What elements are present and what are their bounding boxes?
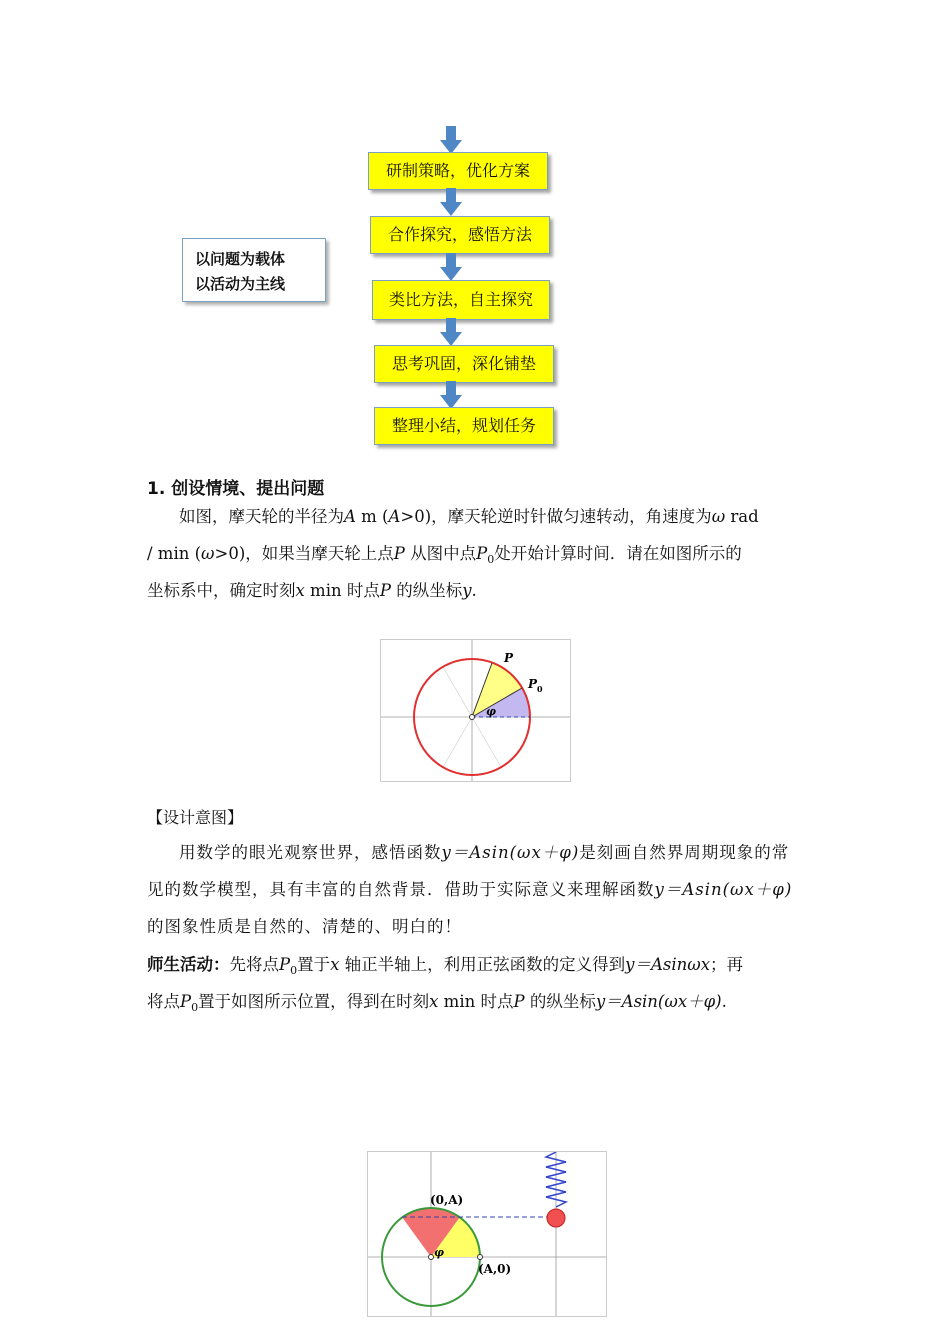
flow-step-2: 合作探究，感悟方法 [370,216,550,254]
problem-paragraph: 如图，摩天轮的半径为A m (A>0)，摩天轮逆时针做匀速转动，角速度为ω rad [179,507,759,526]
side-note-line-2: 以活动为主线 [195,275,286,293]
flow-arrow-5 [440,381,462,409]
fig2-label-right: (A,0) [478,1262,512,1276]
design-intent-line2: 见的数学模型，具有丰富的自然背景．借助于实际意义来理解函数y＝Asin(ωx＋φ) [147,880,793,899]
flow-step-1: 研制策略，优化方案 [368,152,548,190]
flow-arrow-1 [440,126,462,154]
flow-step-3: 类比方法，自主探究 [372,280,550,320]
spring-model-figure [367,1151,607,1317]
fig2-label-top: (0,A) [430,1193,464,1207]
problem-paragraph-line2: / min (ω>0)，如果当摩天轮上点P 从图中点$P_0$处开始计算时间．请在如图所示的 [147,544,742,566]
flow-arrow-4 [440,318,462,346]
design-intent-title: 【设计意图】 [147,808,244,827]
section-heading: 1. 创设情境、提出问题 [147,479,325,499]
ferris-wheel-figure [380,639,571,782]
activity-line2: 将点$P_0$置于如图所示位置，得到在时刻x min 时点P 的纵坐标y＝Asin(ωx＋φ). [147,992,727,1014]
design-intent-line3: 的图象性质是自然的、清楚的、明白的！ [147,917,462,936]
problem-paragraph-line3: 坐标系中，确定时刻x min 时点P 的纵坐标y. [147,581,477,600]
fig2-label-phi: φ [434,1246,444,1259]
side-note-line-1: 以问题为载体 [195,250,286,268]
fig1-label-phi: φ [486,705,496,718]
side-note-box [182,238,326,302]
flow-arrow-3 [440,253,462,281]
fig1-label-P: P [504,651,514,665]
fig1-label-P0: P [528,677,538,691]
design-intent-line1: 用数学的眼光观察世界，感悟函数y＝Asin(ωx＋φ)是刻画自然界周期现象的常 [179,843,790,862]
flow-step-5: 整理小结，规划任务 [374,407,554,445]
flow-arrow-2 [440,188,462,216]
fig1-label-P0-sub: 0 [537,684,543,694]
flow-step-4: 思考巩固，深化铺垫 [374,345,554,383]
activity-line1: 师生活动：先将点$P_0$置于x 轴正半轴上，利用正弦函数的定义得到y＝Asinωx；再 [147,955,744,977]
